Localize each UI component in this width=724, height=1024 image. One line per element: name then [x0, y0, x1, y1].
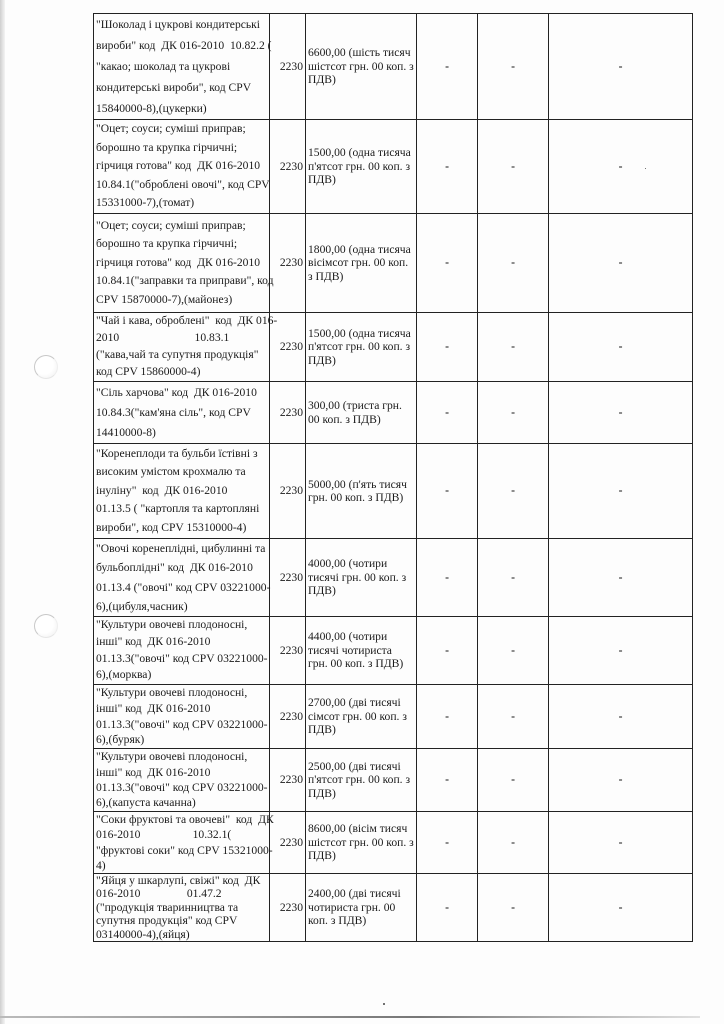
table-row: [94, 617, 693, 685]
dash-value: -: [618, 773, 623, 787]
item-description-line: "Шоколад і цукрові кондитерські: [96, 18, 261, 31]
dash-value: -: [618, 484, 623, 498]
column-4-cell: [417, 685, 478, 749]
dash-value: -: [445, 159, 449, 173]
item-description-line: "Коренеплоди та бульби їстівні з: [96, 446, 258, 460]
amount-cell: [306, 539, 417, 617]
dash-value: -: [445, 835, 449, 849]
dash-value: -: [511, 900, 515, 914]
amount-cell: [306, 617, 417, 685]
column-5-cell: [478, 617, 549, 685]
budget-code-cell: [270, 444, 306, 539]
item-description-line: 10.84.1("заправки та приправи", код: [96, 274, 274, 288]
item-description-line: 10.84.3("кам'яна сіль", код CPV: [96, 405, 251, 419]
item-description-line: борошно та крупка гірчичні;: [96, 237, 238, 251]
item-description-line: гірчиця готова" код ДК 016-2010: [96, 159, 261, 173]
amount-cell: [306, 874, 417, 942]
item-description-line: 14410000-8): [96, 425, 156, 439]
budget-code: 2230: [279, 835, 303, 849]
column-6-cell: [549, 539, 693, 617]
dash-value: -: [618, 709, 623, 723]
item-description-line: "Соки фруктові та овочеві" код ДК: [96, 813, 274, 827]
item-description-line: інші" код ДК 016-2010: [96, 701, 211, 715]
column-4-cell: [417, 14, 478, 120]
budget-code-cell: [270, 812, 306, 874]
item-description-line: "Культури овочеві плодоносні,: [96, 750, 248, 764]
amount-text: 6600,00 (шість тисяч шістсот грн. 00 коп. з ПДВ): [308, 46, 414, 87]
dash-value: -: [511, 340, 515, 354]
item-description-cell: [94, 14, 270, 120]
dash-value: -: [511, 405, 515, 419]
item-description-line: "Сіль харчова" код ДК 016-2010: [96, 385, 257, 399]
column-6-cell: [549, 214, 693, 313]
amount-text: 5000,00 (п'ять тисяч грн. 00 коп. з ПДВ): [308, 477, 407, 504]
dash-value: -: [618, 256, 623, 270]
column-6-cell: [549, 617, 693, 685]
dash-value: -: [445, 643, 449, 657]
amount-cell: [306, 749, 417, 812]
item-description-line: 15331000-7),(томат): [96, 196, 195, 210]
dash-value: -: [618, 59, 623, 73]
dash-value: -: [511, 835, 515, 849]
dash-value: -: [445, 570, 449, 584]
table-row: [94, 444, 693, 539]
amount-cell: [306, 214, 417, 313]
dash-value: -: [511, 773, 515, 787]
amount-text: 4000,00 (чотири тисячі грн. 00 коп. з ПДВ): [308, 557, 407, 598]
item-description-cell: [94, 685, 270, 749]
budget-code-cell: [270, 617, 306, 685]
dash-value: -: [618, 835, 623, 849]
item-description-line: інші" код ДК 016-2010: [96, 765, 211, 779]
item-description-line: борошно та крупка гірчичні;: [96, 140, 238, 154]
dash-value: -: [445, 484, 449, 498]
item-description-line: 01.13.3("овочі" код CPV 03221000-: [96, 781, 268, 794]
column-4-cell: [417, 313, 478, 382]
amount-text: 2400,00 (дві тисячі чотириста грн. 00 коп. з ПДВ): [308, 887, 401, 928]
item-description-line: інші" код ДК 016-2010: [96, 634, 211, 648]
amount-text: 2700,00 (дві тисячі сімсот грн. 00 коп. з ПДВ): [308, 696, 407, 737]
dash-value: -: [618, 570, 623, 584]
table-row: [94, 313, 693, 382]
item-description-line: код CPV 15860000-4): [96, 364, 201, 378]
item-description-line: 01.13.5 ( "картопля та картопляні: [96, 502, 260, 516]
item-description-line: 03140000-4),(яйця): [96, 927, 190, 941]
column-6-cell: [549, 444, 693, 539]
column-4-cell: [417, 539, 478, 617]
budget-code: 2230: [279, 773, 303, 787]
amount-text: 4400,00 (чотири тисячі чотириста грн. 00 коп. з ПДВ): [308, 630, 404, 671]
dash-value: -: [618, 900, 623, 914]
amount-cell: [306, 812, 417, 874]
budget-code: 2230: [279, 256, 303, 270]
budget-code: 2230: [279, 340, 303, 354]
item-description-line: кондитерські вироби", код CPV: [96, 81, 252, 94]
dash-value: -: [445, 340, 449, 354]
column-4-cell: [417, 444, 478, 539]
column-4-cell: [417, 749, 478, 812]
dash-value: -: [511, 643, 515, 657]
amount-cell: [306, 382, 417, 444]
dash-value: -: [511, 484, 515, 498]
column-5-cell: [478, 214, 549, 313]
item-description-line: бульбоплідні" код ДК 016-2010: [96, 561, 253, 575]
column-4-cell: [417, 617, 478, 685]
column-4-cell: [417, 120, 478, 214]
item-description-line: 01.13.3("овочі" код CPV 03221000-: [96, 651, 268, 665]
budget-code: 2230: [279, 159, 303, 173]
budget-code-cell: [270, 14, 306, 120]
column-5-cell: [478, 539, 549, 617]
dash-value: -: [618, 405, 623, 419]
column-4-cell: [417, 382, 478, 444]
scan-bottom-edge: [0, 1016, 700, 1018]
item-description-line: "Оцет; соуси; суміші приправ;: [96, 218, 246, 232]
item-description-line: 6),(цибуля,часник): [96, 599, 188, 613]
column-5-cell: [478, 120, 549, 214]
item-description-line: високим умістом крохмалю та: [96, 465, 246, 479]
amount-cell: [306, 14, 417, 120]
item-description-line: 4): [96, 858, 106, 872]
item-description-cell: [94, 617, 270, 685]
dash-value: -: [511, 256, 515, 270]
budget-code: 2230: [279, 59, 303, 73]
column-5-cell: [478, 685, 549, 749]
dash-value: -: [511, 709, 515, 723]
table-row: [94, 685, 693, 749]
amount-text: 300,00 (триста грн. 00 коп. з ПДВ): [308, 399, 402, 426]
budget-code: 2230: [279, 709, 303, 723]
item-description-line: "Культури овочеві плодоносні,: [96, 618, 248, 632]
budget-code: 2230: [279, 405, 303, 419]
budget-code-cell: [270, 214, 306, 313]
item-description-line: 6),(буряк): [96, 733, 145, 747]
table-row: [94, 382, 693, 444]
item-description-line: 6),(капуста качанна): [96, 796, 196, 810]
column-5-cell: [478, 444, 549, 539]
item-description-line: 15840000-8),(цукерки): [96, 102, 207, 115]
table-row: [94, 14, 693, 120]
budget-code: 2230: [279, 570, 303, 584]
item-description-cell: [94, 874, 270, 942]
item-description-line: вироби" код ДК 016-2010 10.82.2 (: [96, 39, 272, 52]
budget-code: 2230: [279, 900, 303, 914]
amount-text: 1500,00 (одна тисяча п'ятсот грн. 00 коп. з ПДВ): [308, 326, 411, 367]
item-description-line: 016-2010 10.32.1(: [96, 828, 232, 842]
budget-code-cell: [270, 120, 306, 214]
column-5-cell: [478, 382, 549, 444]
procurement-table: [93, 13, 693, 942]
item-description-cell: [94, 539, 270, 617]
dash-value: -: [445, 773, 449, 787]
item-description-line: "Овочі коренеплідні, цибулинні та: [96, 542, 266, 556]
item-description-line: 01.13.4 ("овочі" код CPV 03221000-: [96, 580, 271, 594]
dash-value: -: [445, 59, 449, 73]
amount-text: 1800,00 (одна тисяча вісімсот грн. 00 коп. з ПДВ): [308, 242, 411, 283]
item-description-cell: [94, 444, 270, 539]
table-row: [94, 120, 693, 214]
budget-code: 2230: [279, 484, 303, 498]
procurement-table-body: [94, 14, 693, 942]
scan-speck: [383, 1003, 385, 1005]
column-5-cell: [478, 749, 549, 812]
item-description-line: "Чай і кава, оброблені" код ДК 016-: [96, 314, 278, 328]
budget-code: 2230: [279, 643, 303, 657]
dash-value: -: [511, 570, 515, 584]
dash-value: -: [618, 643, 623, 657]
table-row: [94, 749, 693, 812]
column-5-cell: [478, 14, 549, 120]
column-6-cell: [549, 749, 693, 812]
item-description-line: 01.13.3("овочі" код CPV 03221000-: [96, 717, 268, 731]
dash-value: -: [618, 340, 623, 354]
item-description-line: інуліну" код ДК 016-2010: [96, 483, 228, 497]
table-row: [94, 539, 693, 617]
item-description-line: гірчиця готова" код ДК 016-2010: [96, 255, 261, 269]
amount-cell: [306, 313, 417, 382]
dash-value: -: [445, 900, 449, 914]
dash-value: -: [618, 159, 623, 173]
item-description-line: 016-2010 01.47.2: [96, 887, 222, 901]
dash-value: -: [445, 709, 449, 723]
punch-hole-mark: [34, 355, 58, 379]
budget-code-cell: [270, 749, 306, 812]
item-description-cell: [94, 313, 278, 382]
column-6-cell: [549, 382, 693, 444]
column-4-cell: [417, 214, 478, 313]
table-row: [94, 214, 693, 313]
item-description-cell: [94, 214, 274, 313]
item-description-line: "Культури овочеві плодоносні,: [96, 686, 248, 700]
item-description-line: вироби", код CPV 15310000-4): [96, 520, 247, 534]
item-description-cell: [94, 120, 270, 214]
item-description-line: "какао; шоколад та цукрові: [96, 60, 231, 73]
item-description-line: "Оцет; соуси; суміші приправ;: [96, 122, 246, 136]
item-description-cell: [94, 749, 270, 812]
dash-value: -: [511, 59, 515, 73]
dash-value: -: [445, 405, 449, 419]
column-6-cell: [549, 874, 693, 942]
column-6-cell: [549, 313, 693, 382]
item-description-line: супутня продукція" код CPV: [96, 914, 238, 928]
scan-left-edge: [0, 0, 5, 1024]
amount-text: 8600,00 (вісім тисяч шістсот грн. 00 коп. з ПДВ): [308, 822, 414, 863]
budget-code-cell: [270, 685, 306, 749]
item-description-cell: [94, 812, 274, 874]
column-5-cell: [478, 313, 549, 382]
column-6-cell: [549, 14, 693, 120]
item-description-line: 10.84.1("оброблені овочі", код CPV: [96, 177, 270, 191]
column-6-cell: [549, 812, 693, 874]
amount-cell: [306, 685, 417, 749]
item-description-line: ("кава,чай та супутня продукція": [96, 348, 259, 361]
item-description-line: "фруктові соки" код CPV 15321000-: [96, 843, 273, 857]
budget-code-cell: [270, 874, 306, 942]
budget-code-cell: [270, 382, 306, 444]
amount-cell: [306, 444, 417, 539]
column-6-cell: [549, 685, 693, 749]
column-5-cell: [478, 874, 549, 942]
column-4-cell: [417, 874, 478, 942]
column-5-cell: [478, 812, 549, 874]
column-6-cell: [549, 120, 693, 214]
item-description-line: ("продукція тваринництва та: [96, 900, 239, 914]
amount-text: 1500,00 (одна тисяча п'ятсот грн. 00 коп. з ПДВ): [308, 146, 411, 187]
column-4-cell: [417, 812, 478, 874]
dash-value: -: [445, 256, 449, 270]
item-description-cell: [94, 382, 270, 444]
amount-text: 2500,00 (дві тисячі п'ятсот грн. 00 коп. з ПДВ): [308, 759, 411, 800]
table-row: [94, 874, 693, 942]
item-description-line: CPV 15870000-7),(майонез): [96, 292, 233, 306]
dash-value: -: [511, 159, 515, 173]
punch-hole-mark: [34, 614, 58, 638]
table-row: [94, 812, 693, 874]
item-description-line: 2010 10.83.1: [96, 331, 230, 345]
budget-code-cell: [270, 539, 306, 617]
item-description-line: "Яйця у шкарлупі, свіжі" код ДК: [96, 874, 261, 887]
item-description-line: 6),(морква): [96, 668, 152, 682]
amount-cell: [306, 120, 417, 214]
